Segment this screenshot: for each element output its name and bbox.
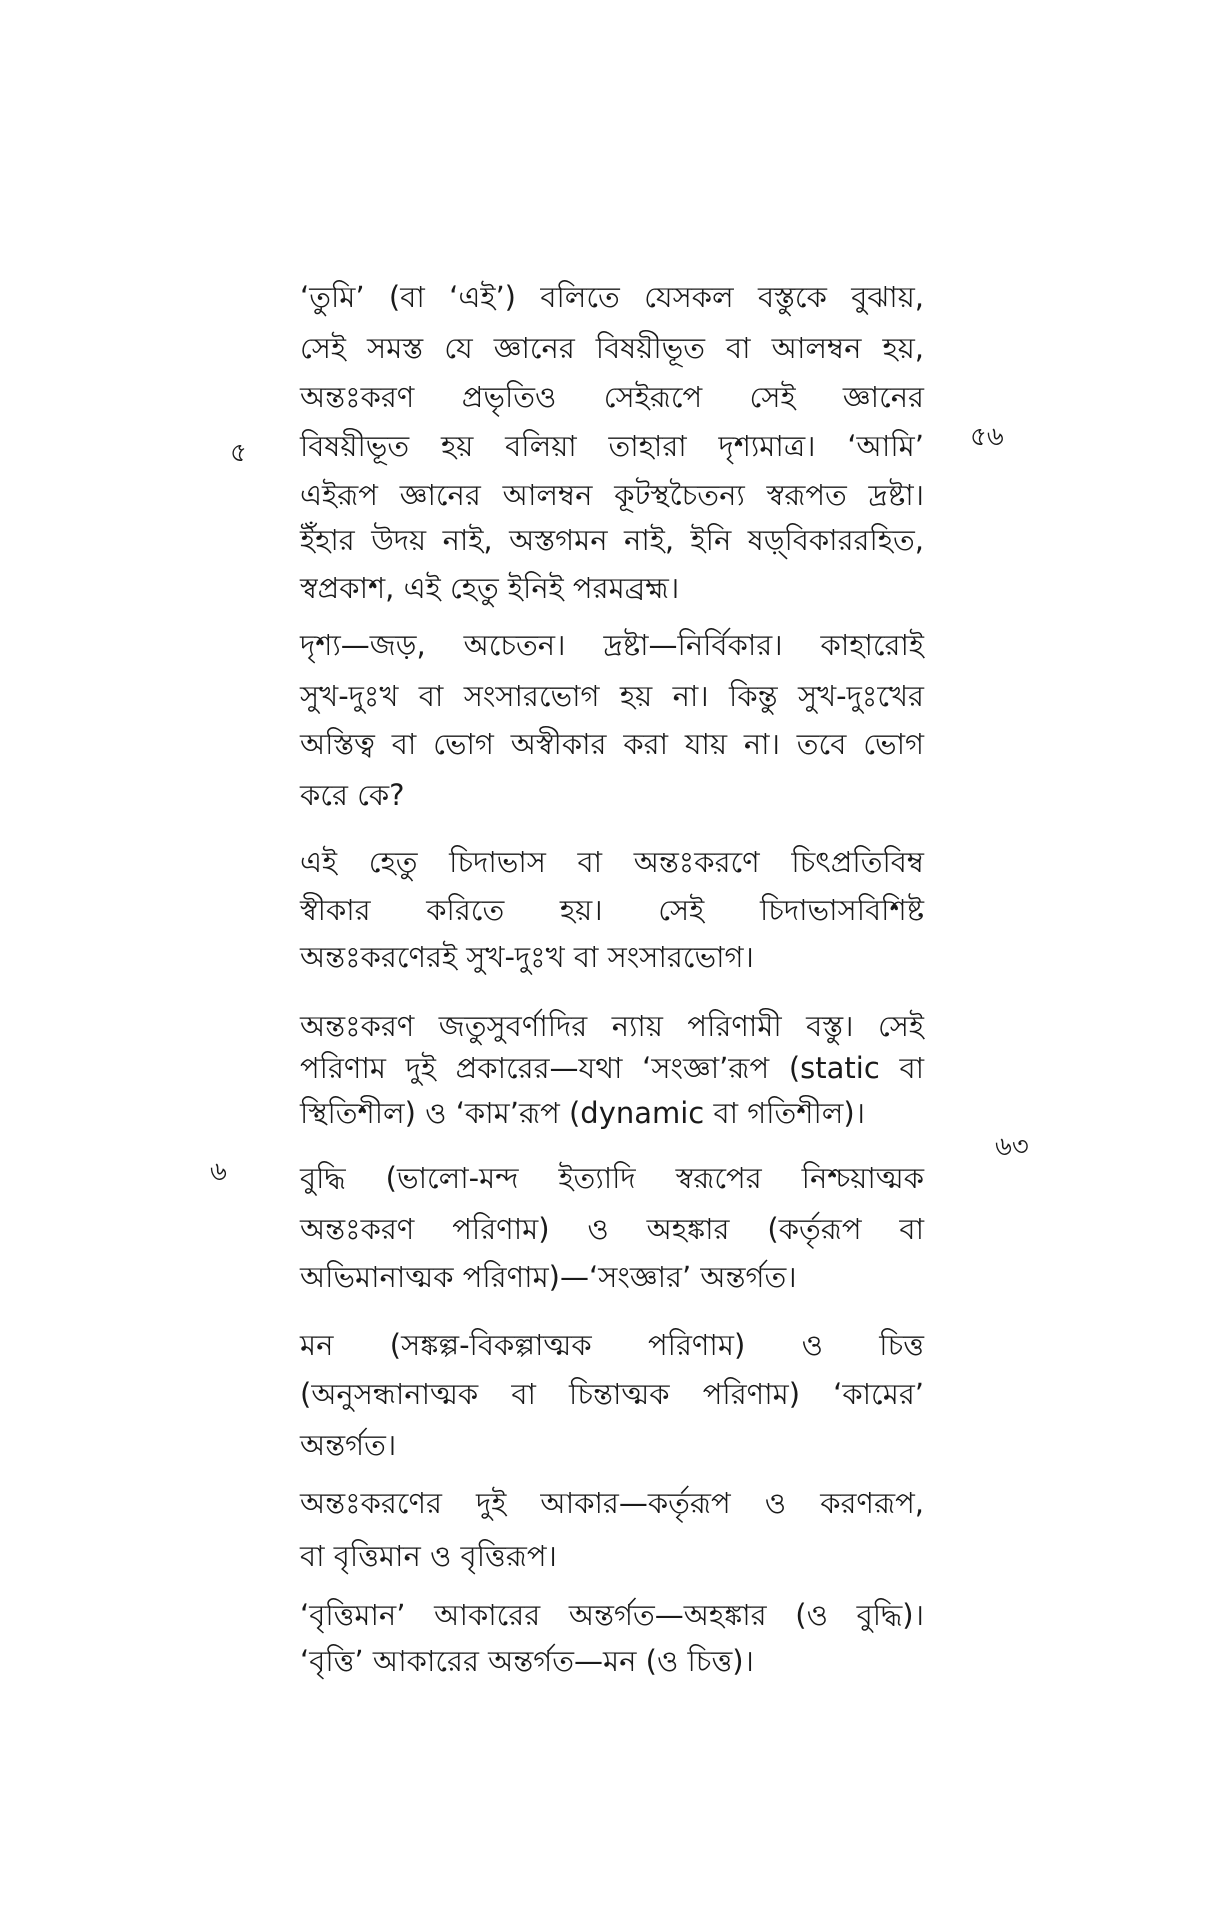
paragraph-3-line: এই হেতু চিদাভাস বা অন্তঃকরণে চিৎপ্রতিবিম্ব	[300, 845, 924, 879]
paragraph-5-line: বুদ্ধি (ভালো-মন্দ ইত্যাদি স্বরূপের নিশ্চয়াত্মক	[300, 1161, 924, 1195]
paragraph-6-line: মন (সঙ্কল্প-বিকল্পাত্মক পরিণাম) ও চিত্ত	[300, 1328, 924, 1362]
paragraph-3-line: অন্তঃকরণেরই সুখ-দুঃখ বা সংসারভোগ।	[300, 940, 754, 974]
paragraph-1-line: স্বপ্রকাশ, এই হেতু ইনিই পরমব্রহ্ম।	[300, 571, 680, 605]
paragraph-8-line: ‘বৃত্তি’ আকারের অন্তর্গত—মন (ও চিত্ত)।	[300, 1644, 754, 1678]
paragraph-2-line: সুখ-দুঃখ বা সংসারভোগ হয় না। কিন্তু সুখ-দুঃখের	[300, 679, 924, 713]
paragraph-3-line: স্বীকার করিতে হয়। সেই চিদাভাসবিশিষ্ট	[300, 893, 924, 927]
paragraph-2-line: করে কে?	[300, 778, 405, 812]
paragraph-5-line: অন্তঃকরণ পরিণাম) ও অহঙ্কার (কর্তৃরূপ বা	[300, 1212, 924, 1246]
paragraph-1-line: ‘তুমি’ (বা ‘এই’) বলিতে যেসকল বস্তুকে বুঝায়,	[300, 280, 924, 314]
paragraph-8-line: ‘বৃত্তিমান’ আকারের অন্তর্গত—অহঙ্কার (ও বুদ্ধি)।	[300, 1598, 924, 1632]
margin-line-number: ৫৬	[970, 422, 1004, 452]
paragraph-6-line: (অনুসন্ধানাত্মক বা চিন্তাত্মক পরিণাম) ‘কামের’	[300, 1377, 924, 1411]
paragraph-4-line: পরিণাম দুই প্রকারের—যথা ‘সংজ্ঞা’রূপ (static বা	[300, 1051, 924, 1085]
paragraph-1-line: অন্তঃকরণ প্রভৃতিও সেইরূপে সেই জ্ঞানের	[300, 380, 924, 414]
paragraph-4-line: স্থিতিশীল) ও ‘কাম’রূপ (dynamic বা গতিশীল)।	[300, 1096, 866, 1130]
paragraph-2-line: অস্তিত্ব বা ভোগ অস্বীকার করা যায় না। তবে ভোগ	[300, 727, 924, 761]
paragraph-1-line: এইরূপ জ্ঞানের আলম্বন কূটস্থচৈতন্য স্বরূপত দ্রষ্টা।	[300, 478, 924, 512]
paragraph-1-line: বিষয়ীভূত হয় বলিয়া তাহারা দৃশ্যমাত্র। ‘আমি’	[300, 429, 924, 463]
paragraph-1-line: ইঁহার উদয় নাই, অস্তগমন নাই, ইনি ষড়্‌বিকাররহিত,	[300, 523, 924, 557]
paragraph-7-line: অন্তঃকরণের দুই আকার—কর্তৃরূপ ও করণরূপ,	[300, 1486, 924, 1520]
margin-line-number: ৬৩	[995, 1132, 1029, 1162]
paragraph-6-line: অন্তর্গত।	[300, 1428, 397, 1462]
paragraph-7-line: বা বৃত্তিমান ও বৃত্তিরূপ।	[300, 1539, 557, 1573]
paragraph-1-line: সেই সমস্ত যে জ্ঞানের বিষয়ীভূত বা আলম্বন হয়,	[300, 331, 924, 365]
paragraph-4-line: অন্তঃকরণ জতুসুবর্ণাদির ন্যায় পরিণামী বস্তু। সেই	[300, 1009, 924, 1043]
paragraph-5-line: অভিমানাত্মক পরিণাম)—‘সংজ্ঞার’ অন্তর্গত।	[300, 1260, 797, 1294]
paragraph-2-line: দৃশ্য—জড়, অচেতন। দ্রষ্টা—নির্বিকার। কাহারোই	[300, 628, 924, 662]
margin-line-number: ৫	[230, 438, 247, 468]
margin-line-number: ৬	[210, 1157, 227, 1187]
